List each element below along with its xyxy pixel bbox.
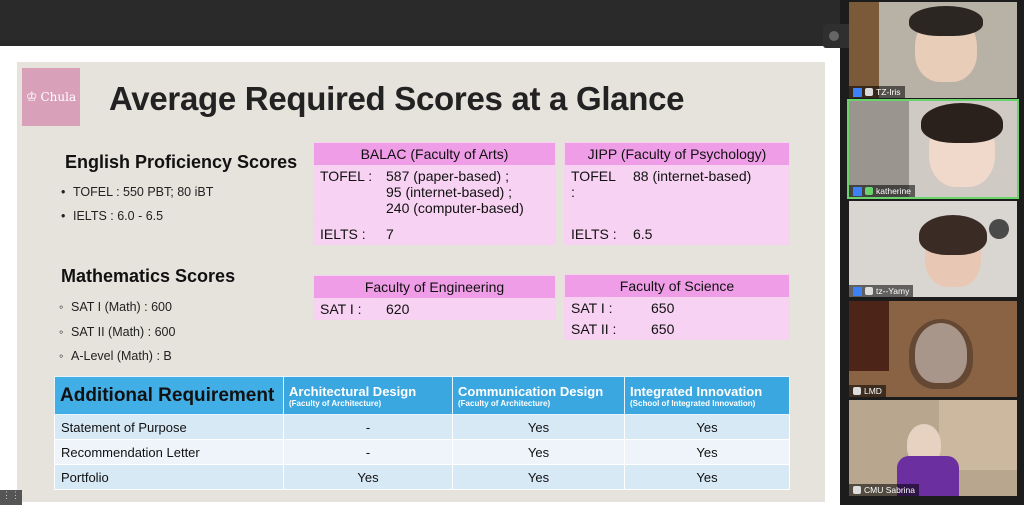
participant-label: CMU Sabrina — [849, 484, 919, 496]
table-value: 650 — [645, 319, 790, 340]
table-label: SAT II : — [565, 319, 645, 340]
english-bullet: • IELTS : 6.0 - 6.5 — [61, 209, 164, 223]
participant-tile[interactable] — [849, 2, 1017, 98]
additional-requirements-table — [54, 376, 790, 490]
table-label: IELTS : — [314, 224, 380, 245]
mic-muted-icon — [865, 287, 873, 295]
column-header: Integrated Innovation (School of Integrated Innovation) — [625, 377, 790, 415]
math-heading: Mathematics Scores — [61, 266, 236, 286]
participant-tile[interactable] — [849, 201, 1017, 297]
table-label: SAT I : — [565, 298, 645, 319]
logo-mark-icon: ♔ — [25, 89, 38, 105]
table-value: 587 (paper-based) ; 95 (internet-based) ; 240 (computer-based) — [380, 166, 556, 224]
math-bullet: ◦ A-Level (Math) : B — [59, 349, 172, 363]
table-row: Recommendation Letter - Yes Yes — [55, 440, 790, 465]
column-header: Architectural Design (Faculty of Architecture) — [284, 377, 453, 415]
table-label: TOFEL : — [565, 166, 627, 224]
user-icon — [853, 287, 862, 296]
user-icon — [853, 88, 862, 97]
mic-muted-icon — [853, 387, 861, 395]
table-header: Faculty of Science — [565, 275, 790, 298]
english-heading: English Proficiency Scores — [65, 152, 298, 172]
table-value: 620 — [380, 299, 556, 320]
science-table — [564, 274, 790, 340]
mic-muted-icon — [865, 88, 873, 96]
view-options-button[interactable]: ⋮⋮ — [0, 490, 22, 505]
participant-label: TZ-Iris — [849, 86, 905, 98]
mic-icon — [829, 31, 839, 41]
math-bullet: ◦ SAT I (Math) : 600 — [59, 300, 172, 314]
presentation-slide — [17, 62, 825, 502]
table-value: 88 (internet-based) — [627, 166, 790, 224]
balac-table — [313, 142, 556, 245]
engineering-table — [313, 275, 556, 320]
math-bullet: ◦ SAT II (Math) : 600 — [59, 325, 176, 339]
user-icon — [853, 187, 862, 196]
requirements-header: Additional Requirement — [55, 377, 284, 415]
table-row: Portfolio Yes Yes Yes — [55, 465, 790, 490]
table-label: SAT I : — [314, 299, 380, 320]
table-value: 650 — [645, 298, 790, 319]
participant-tile-active[interactable] — [849, 101, 1017, 197]
participant-label: LMD — [849, 385, 886, 397]
table-header: Faculty of Engineering — [314, 276, 556, 299]
table-label: TOFEL : — [314, 166, 380, 224]
table-header: BALAC (Faculty of Arts) — [314, 143, 556, 166]
table-header: JIPP (Faculty of Psychology) — [565, 143, 790, 166]
participant-label: tz--Yamy — [849, 285, 913, 297]
participant-tile[interactable] — [849, 400, 1017, 496]
participant-label: katherine — [849, 185, 915, 197]
english-bullet: • TOFEL : 550 PBT; 80 iBT — [61, 185, 214, 199]
chula-logo: ♔ Chula — [22, 68, 80, 126]
mic-active-icon — [865, 187, 873, 195]
table-value: 6.5 — [627, 224, 790, 245]
table-row: Statement of Purpose - Yes Yes — [55, 415, 790, 440]
table-label: IELTS : — [565, 224, 627, 245]
participant-tile[interactable] — [849, 301, 1017, 397]
jipp-table — [564, 142, 790, 245]
column-header: Communication Design (Faculty of Architecture) — [453, 377, 625, 415]
table-value: 7 — [380, 224, 556, 245]
slide-title: Average Required Scores at a Glance — [109, 80, 685, 117]
mic-muted-icon — [853, 486, 861, 494]
